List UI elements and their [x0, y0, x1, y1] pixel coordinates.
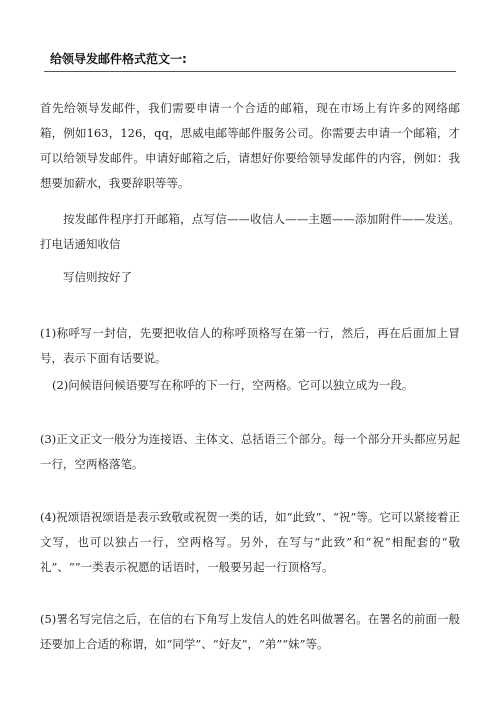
paragraph-body: (3)正文正文一般分为连接语、主体文、总括语三个部分。每一个部分开头都应另起一行，空两格落笔。: [40, 432, 460, 471]
paragraph-closing: (4)祝颂语祝颂语是表示致敬或祝贺一类的话，如“此致”、“祝”等。它可以紧接着正文写，也可以独占一行，空两格写。另外，在写与“此致”和“祝”相配套的“敬礼”、“”一类表示祝愿的话语时，一般要另起一行顶格写。: [40, 510, 460, 574]
paragraph-salutation: (1)称呼写一封信，先要把收信人的称呼顶格写在第一行，然后，再在后面加上冒号，表示下面有话要说。: [40, 326, 460, 365]
paragraph-steps: 按发邮件程序打开邮箱，点写信——收信人——主题——添加附件——发送。打电话通知收信: [40, 212, 460, 251]
paragraph-signature: (5)署名写完信之后，在信的右下角写上发信人的姓名叫做署名。在署名的前面一般还要加上合适的称谓，如“同学”、“好友”，“弟”“妹”等。: [40, 612, 460, 651]
paragraph-greeting: (2)问候语问候语要写在称呼的下一行，空两格。它可以独立成为一段。: [52, 378, 414, 392]
paragraph-note: 写信则按好了: [63, 270, 132, 284]
title-divider: [44, 71, 456, 72]
document-title: 给领导发邮件格式范文一:: [50, 52, 187, 66]
paragraph-intro: 首先给领导发邮件，我们需要申请一个合适的邮箱，现在市场上有许多的网络邮箱，例如163，126，qq，思威电邮等邮件服务公司。你需要去申请一个邮箱，才可以给领导发邮件。申请好邮箱之后，请想好你要给领导发邮件的内容，例如：我想要加薪水，我要辞职等等。: [40, 101, 460, 190]
